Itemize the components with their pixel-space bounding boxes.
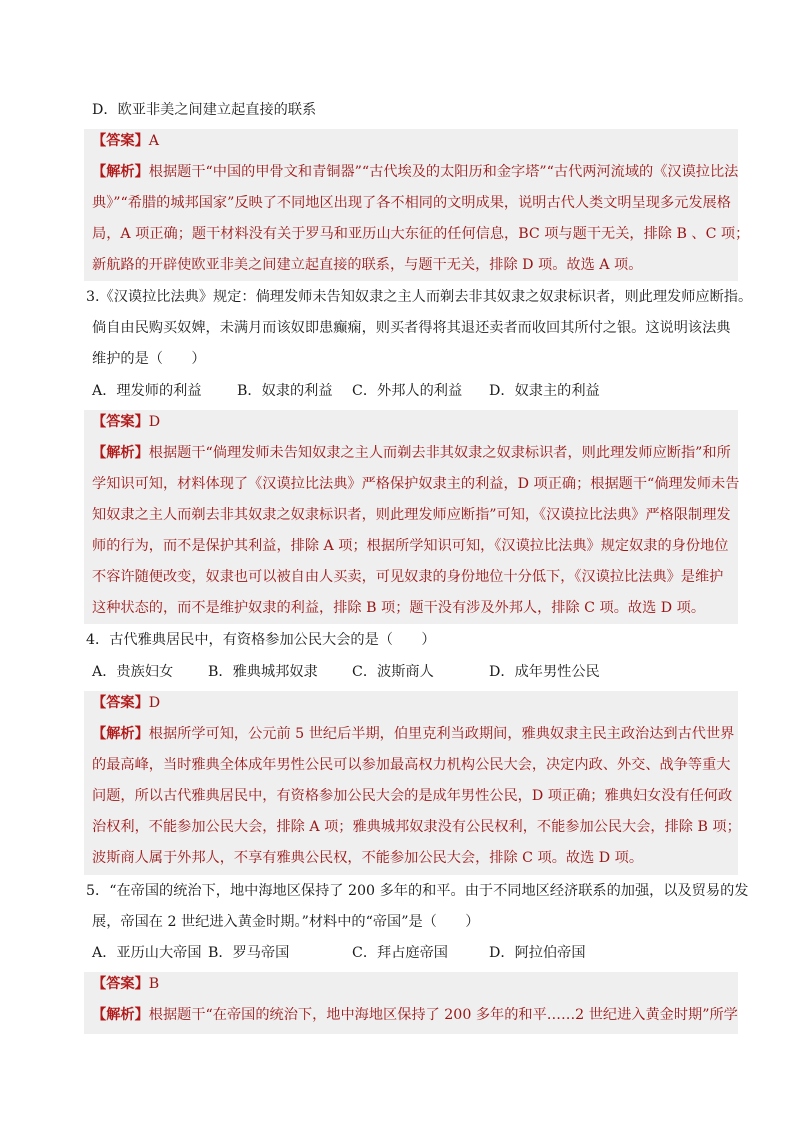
q3-stem-line-2: 倘自由民购买奴婢，未满月而该奴即患癫痫，则买者得将其退还卖者而收回其所付之银。这说明该法典 [92,320,731,336]
prev-analysis-line-1 [92,162,738,182]
q5-answer-line [92,974,159,994]
q3-answer-line [92,412,160,432]
answer-value: B [148,976,160,992]
q3-stem-line-3: 维护的是（ ） [92,351,206,367]
answer-tag: 【答案】 [92,133,149,149]
q4-analysis-line-2: 的最高峰，当时雅典全体成年男性公民可以参加最高权力机构公民大会，决定内政、外交、战争等重大 [92,757,731,773]
answer-tag: 【答案】 [92,695,149,711]
q3-stem-line-1: 3.《汉谟拉比法典》规定：倘理发师未告知奴隶之主人而剃去非其奴隶之奴隶标识者，则此理发师应断指。 [86,289,753,305]
answer-value: D [148,695,161,711]
q5-stem-line-1: 5．“在帝国的统治下，地中海地区保持了 200 多年的和平。由于不同地区经济联系的加强，以及贸易的发 [86,883,749,899]
q3-analysis-line-5: 不容许随便改变，奴隶也可以被自由人买卖，可见奴隶的身份地位十分低下，《汉谟拉比法典》是维护 [92,569,724,585]
q4-stem-line-1: 4．古代雅典居民中，有资格参加公民大会的是（ ） [86,632,436,648]
q5-option-a: A．亚历山大帝国 [92,945,202,961]
q4-analysis-line-5: 波斯商人属于外邦人，不享有雅典公民权，不能参加公民大会，排除 C 项。故选 D 项。 [92,850,644,866]
q3-analysis-line-4: 师的行为，而不是保护其利益，排除 A 项；根据所学知识可知，《汉谟拉比法典》规定奴隶的身份地位 [92,538,729,554]
q4-option-b: B．雅典城邦奴隶 [208,664,318,680]
analysis-tag: 【解析】 [92,726,149,742]
prev-analysis-line-4: 新航路的开辟使欧亚非美之间建立起直接的联系，与题干无关，排除 D 项。故选 A 项。 [92,257,643,273]
answer-tag: 【答案】 [92,976,149,992]
prev-option-d: D．欧亚非美之间建立起直接的联系 [92,102,317,118]
q5-analysis-line-1 [92,1005,738,1025]
prev-analysis-line-3: 局，A 项正确；题干材料没有关于罗马和亚历山大东征的任何信息，BC 项与题干无关，排除 B 、C 项； [92,226,750,242]
q5-option-c: C．拜占庭帝国 [352,945,448,961]
analysis-text: 根据题干“倘理发师未告知奴隶之主人而剃去非其奴隶之奴隶标识者，则此理发师应断指”和所 [148,445,731,461]
q3-analysis-line-1 [92,443,731,463]
q4-option-d: D．成年男性公民 [489,664,600,680]
analysis-tag: 【解析】 [92,164,149,180]
q3-option-a: A．理发师的利益 [92,383,202,399]
q4-analysis-line-1 [92,724,734,744]
q5-option-b: B．罗马帝国 [208,945,290,961]
analysis-tag: 【解析】 [92,445,149,461]
q5-option-d: D．阿拉伯帝国 [489,945,586,961]
q3-option-b: B．奴隶的利益 [237,383,333,399]
answer-value: D [148,414,161,430]
q4-analysis-line-4: 治权利，不能参加公民大会，排除 A 项；雅典城邦奴隶没有公民权利，不能参加公民大会，排除 B 项； [92,819,741,835]
answer-tag: 【答案】 [92,414,149,430]
q4-option-c: C．波斯商人 [352,664,434,680]
analysis-text: 根据题干“中国的甲骨文和青铜器”“古代埃及的太阳历和金字塔”“古代两河流域的《汉谟拉比法 [148,164,739,180]
q4-answer-line [92,693,160,713]
q3-analysis-line-6: 这种状态的，而不是维护奴隶的利益，排除 B 项；题干没有涉及外邦人，排除 C 项。故选 D 项。 [92,600,706,616]
q3-analysis-line-3: 知奴隶之主人而剃去非其奴隶之奴隶标识者，则此理发师应断指”可知，《汉谟拉比法典》严格限制理发 [92,507,731,523]
analysis-tag: 【解析】 [92,1007,149,1023]
answer-value: A [148,133,160,149]
q5-stem-line-2: 展，帝国在 2 世纪进入黄金时期。”材料中的“帝国”是（ ） [92,914,480,930]
q4-option-a: A．贵族妇女 [92,664,174,680]
prev-answer-line [92,131,159,151]
q3-option-c: C．外邦人的利益 [352,383,463,399]
prev-analysis-line-2: 典》”“希腊的城邦国家”反映了不同地区出现了各不相同的文明成果，说明古代人类文明呈现多元发展格 [92,195,731,211]
analysis-text: 根据题干“在帝国的统治下，地中海地区保持了 200 多年的和平……2 世纪进入黄金时期”所学 [148,1007,738,1023]
q4-analysis-line-3: 问题，所以古代雅典居民中，有资格参加公民大会的是成年男性公民，D 项正确；雅典妇女没有任何政 [92,788,733,804]
analysis-text: 根据所学可知，公元前 5 世纪后半期，伯里克利当政期间，雅典奴隶主民主政治达到古代世界 [148,726,735,742]
q3-option-d: D．奴隶主的利益 [489,383,600,399]
q3-analysis-line-2: 学知识可知，材料体现了《汉谟拉比法典》严格保护奴隶主的利益，D 项正确；根据题干“倘理发师未告 [92,476,740,492]
